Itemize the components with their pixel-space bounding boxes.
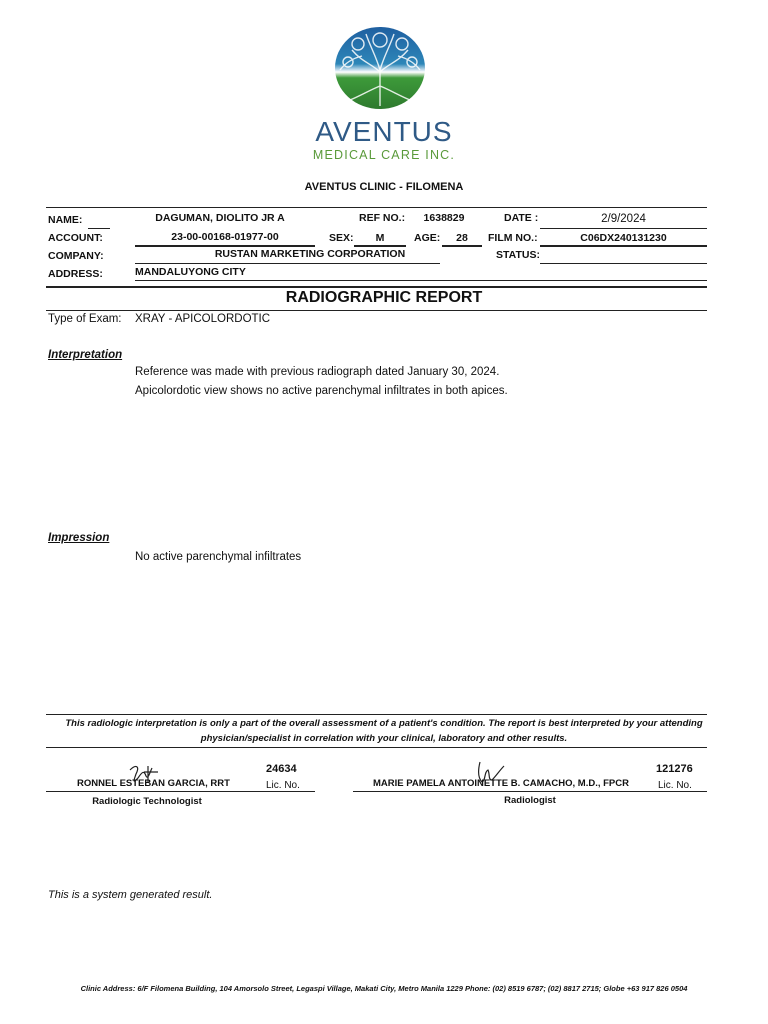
- underline: [442, 245, 482, 247]
- address-label: ADDRESS:: [48, 268, 103, 280]
- signature-line: [46, 791, 315, 792]
- age-value: 28: [456, 232, 468, 244]
- ref-label: REF NO.:: [359, 212, 406, 224]
- underline: [540, 245, 707, 247]
- clinic-name: AVENTUS CLINIC - FILOMENA: [304, 181, 464, 193]
- sex-label: SEX:: [329, 232, 354, 244]
- status-label: STATUS:: [496, 249, 540, 261]
- film-value: C06DX240131230: [580, 232, 667, 244]
- age-label: AGE:: [414, 232, 441, 244]
- underline: [135, 263, 440, 264]
- sex-value: M: [375, 232, 385, 244]
- signature-line: [353, 791, 707, 792]
- tech-name: RONNEL ESTEBAN GARCIA, RRT: [77, 778, 230, 789]
- system-generated-note: This is a system generated result.: [48, 889, 213, 901]
- exam-value: XRAY - APICOLORDOTIC: [135, 313, 271, 325]
- divider: [46, 207, 707, 208]
- interpretation-heading: Interpretation: [48, 349, 123, 361]
- exam-label: Type of Exam:: [48, 313, 122, 325]
- name-value: DAGUMAN, DIOLITO JR A: [155, 212, 285, 224]
- film-label: FILM NO.:: [488, 232, 538, 244]
- footer-address: Clinic Address: 6/F Filomena Building, 104 Amorsolo Street, Legaspi Village, Makati City, Metro Manila 1229 Phone: (02) 8519 6787; (02) 8817 2715; Globe +63 917 826 0504: [80, 984, 688, 993]
- radiologist-license-number: 121276: [656, 763, 693, 775]
- radiologist-license-label: Lic. No.: [658, 780, 692, 791]
- logo-wordmark: AVENTUS: [315, 116, 453, 147]
- divider: [46, 286, 707, 288]
- date-label: DATE :: [504, 212, 539, 224]
- disclaimer: [50, 716, 718, 746]
- tech-license-number: 24634: [266, 763, 297, 775]
- company-label: COMPANY:: [48, 250, 104, 262]
- radiologist-role: Radiologist: [504, 795, 556, 806]
- underline: [354, 245, 406, 247]
- divider: [46, 714, 707, 715]
- underline: [88, 228, 110, 229]
- disclaimer-line-1: This radiologic interpretation is only a part of the overall assessment of a patient's condition. The report is best interpreted by your attending: [65, 718, 703, 729]
- interpretation-line-2: Apicolordotic view shows no active parenchymal infiltrates in both apices.: [135, 385, 508, 397]
- impression-text: No active parenchymal infiltrates: [135, 551, 302, 563]
- tech-role: Radiologic Technologist: [92, 796, 202, 807]
- underline: [540, 263, 707, 264]
- divider: [46, 747, 707, 748]
- impression-heading: Impression: [48, 532, 110, 544]
- address-value: MANDALUYONG CITY: [135, 266, 246, 278]
- name-label: NAME:: [48, 214, 83, 226]
- disclaimer-line-2: physician/specialist in correlation with your clinical, laboratory and other results.: [200, 733, 568, 744]
- date-value: 2/9/2024: [601, 213, 646, 225]
- tech-license-label: Lic. No.: [266, 780, 300, 791]
- account-value: 23-00-00168-01977-00: [171, 231, 279, 243]
- company-value: RUSTAN MARKETING CORPORATION: [214, 248, 406, 260]
- underline: [540, 228, 707, 229]
- underline: [135, 245, 315, 247]
- radiologist-name: MARIE PAMELA ANTOINETTE B. CAMACHO, M.D., FPCR: [373, 778, 629, 789]
- underline: [135, 280, 707, 281]
- report-title: RADIOGRAPHIC REPORT: [285, 289, 483, 306]
- logo-subtitle: MEDICAL CARE INC.: [312, 148, 456, 162]
- account-label: ACCOUNT:: [48, 232, 103, 244]
- interpretation-line-1: Reference was made with previous radiograph dated January 30, 2024.: [135, 366, 500, 378]
- aventus-tree-logo: [332, 26, 428, 112]
- ref-value: 1638829: [423, 212, 465, 224]
- divider: [46, 310, 707, 311]
